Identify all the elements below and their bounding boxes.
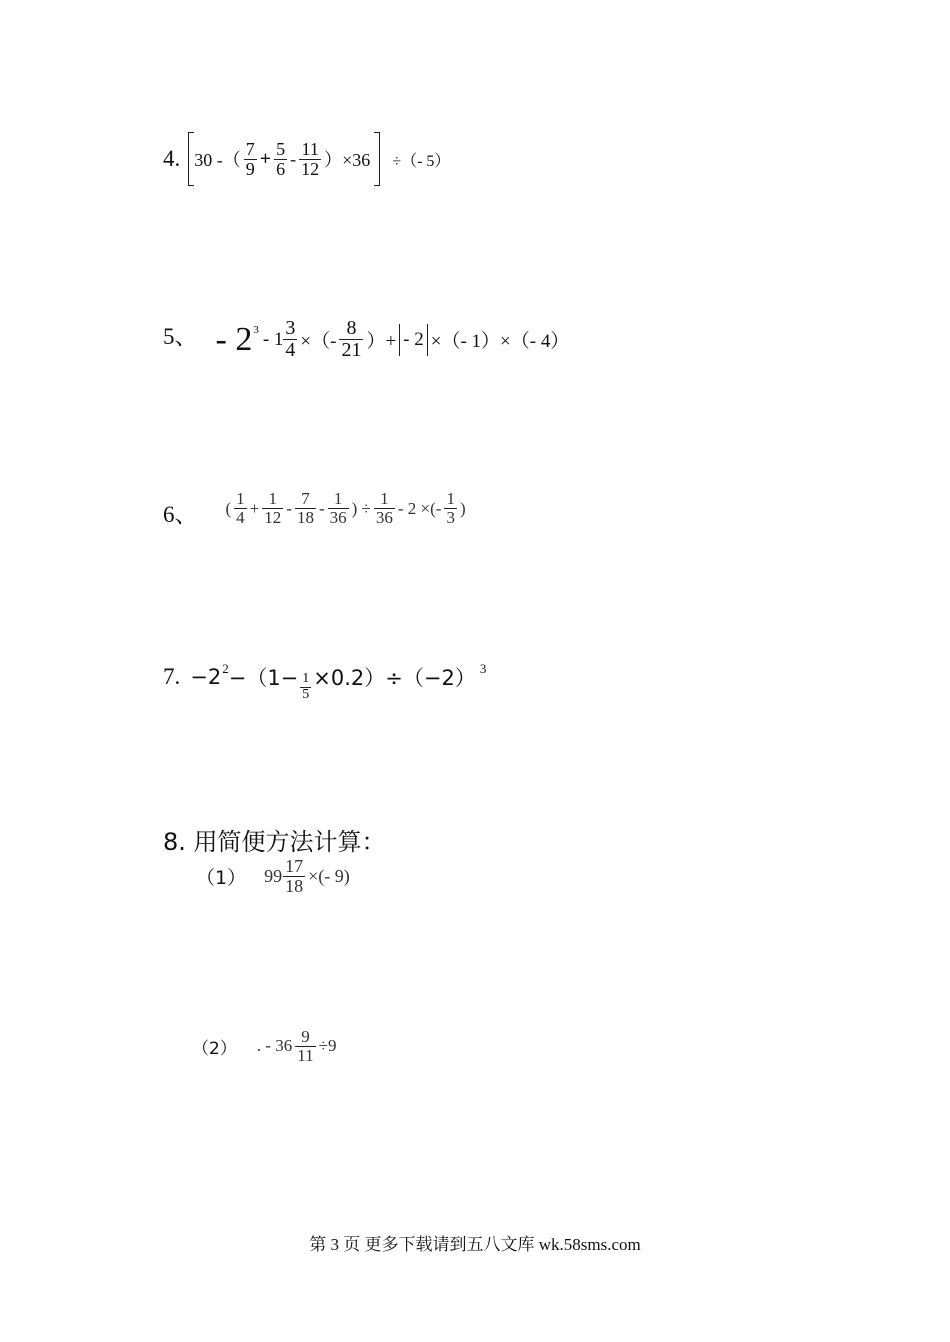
problem-8-part-1 [196,857,350,896]
p7-text-c: ×0.2）÷（−2） [313,666,476,691]
p5-f2-den: 21 [341,339,362,361]
p4-fraction-2 [274,140,287,179]
p4-f2-num: 5 [276,138,286,159]
p4-op2: - [290,148,297,169]
problem-4 [163,132,450,186]
p6-f1-den: 4 [236,508,245,527]
p8-s1-whole: 99 [264,865,283,886]
problem-8-title-text: 8. 用简便方法计算： [163,828,386,856]
p5-fraction-1 [283,318,297,361]
p6-op3: - [318,498,325,518]
p7-f1-num: 1 [302,671,310,686]
p8-s2-rest: ÷9 [318,1036,337,1056]
p4-f3-num: 11 [301,138,319,159]
p6-text-a: ( [225,498,232,518]
right-square-bracket [374,132,380,186]
problem-8-part-2 [192,1028,336,1065]
p8-s2-label: （2） [192,1038,237,1059]
p6-f4-den: 36 [329,508,347,527]
problem-6 [163,488,466,529]
p7-exponent-2: 3 [479,661,487,677]
page-footer: 第 3 页 更多下载请到五八文库 wk.58sms.com [309,1235,641,1254]
p6-f2-num: 1 [268,489,278,509]
p5-text-c: ×（- [300,331,337,352]
problem-6-label: 6、 [163,502,198,527]
p5-text-a: - 2 [215,320,253,358]
problem-5 [163,318,569,361]
problem-7-label: 7. [163,664,181,690]
p4-f2-den: 6 [276,158,286,179]
p4-op1: + [259,147,272,170]
p5-text-b: - 1 [262,328,284,350]
p5-fraction-2 [339,318,363,361]
p6-f6-den: 3 [446,508,455,527]
p4-text-c: ÷（- 5） [392,152,451,170]
p6-text-d: ) [459,498,466,518]
p6-f6-num: 1 [446,489,455,509]
problem-8-title [163,822,386,857]
p5-text-e: - 2 [403,328,424,350]
p6-fraction-2 [262,490,283,527]
p5-f1-num: 3 [285,317,296,339]
p8-s1-fraction [283,857,305,896]
p8-s2-a: . - 36 [256,1036,293,1056]
p7-fraction-1 [300,672,311,702]
p4-text-a: 30 -（ [194,150,241,170]
p6-f3-den: 18 [296,508,314,527]
p6-fraction-4 [328,490,349,527]
p4-text-b: ）×36 [324,150,371,170]
p5-text-d: ）+ [366,331,397,352]
p5-exponent: 3 [253,323,259,336]
problem-7 [163,661,487,702]
p8-s1-rest: ×(- 9) [308,865,350,886]
p4-f1-num: 7 [245,138,255,159]
p7-text-a: −2 [190,665,222,690]
p5-f1-den: 4 [285,339,296,361]
p7-exponent: 2 [222,661,229,677]
p7-f1-den: 5 [302,686,310,702]
p6-fraction-1 [234,490,247,527]
p5-f2-num: 8 [346,317,357,339]
p4-f3-den: 12 [301,158,320,179]
p6-f4-num: 1 [333,489,343,509]
abs-bar-right [427,324,428,356]
p6-text-c: - 2 ×(- [397,498,442,518]
p8-s1-num: 17 [285,856,304,876]
p6-op1: + [249,498,260,518]
p8-s1-den: 18 [285,875,304,896]
p4-fraction-3 [299,140,321,179]
problem-5-label: 5、 [163,324,198,349]
p8-s2-num: 9 [301,1027,310,1046]
p6-f5-den: 36 [375,508,393,527]
p6-text-b: ) ÷ [351,498,371,518]
p7-text-b: −（1− [228,666,299,691]
p8-s1-label: （1） [196,866,247,889]
p6-f1-num: 1 [236,489,245,509]
p6-op2: - [286,498,292,518]
abs-bar-left [399,324,400,356]
p5-text-f: ×（- 1）×（- 4） [430,331,570,352]
p6-f5-num: 1 [380,489,389,509]
p4-f1-den: 9 [245,158,255,179]
p6-fraction-5 [374,490,395,527]
p8-s2-fraction [295,1028,315,1065]
p6-f2-den: 12 [264,508,282,527]
p6-fraction-6 [444,490,457,527]
problem-4-label: 4. [163,146,181,171]
p4-fraction-1 [244,140,257,179]
p6-fraction-3 [295,490,316,527]
p8-s2-den: 11 [297,1045,314,1065]
p6-f3-num: 7 [301,489,310,509]
